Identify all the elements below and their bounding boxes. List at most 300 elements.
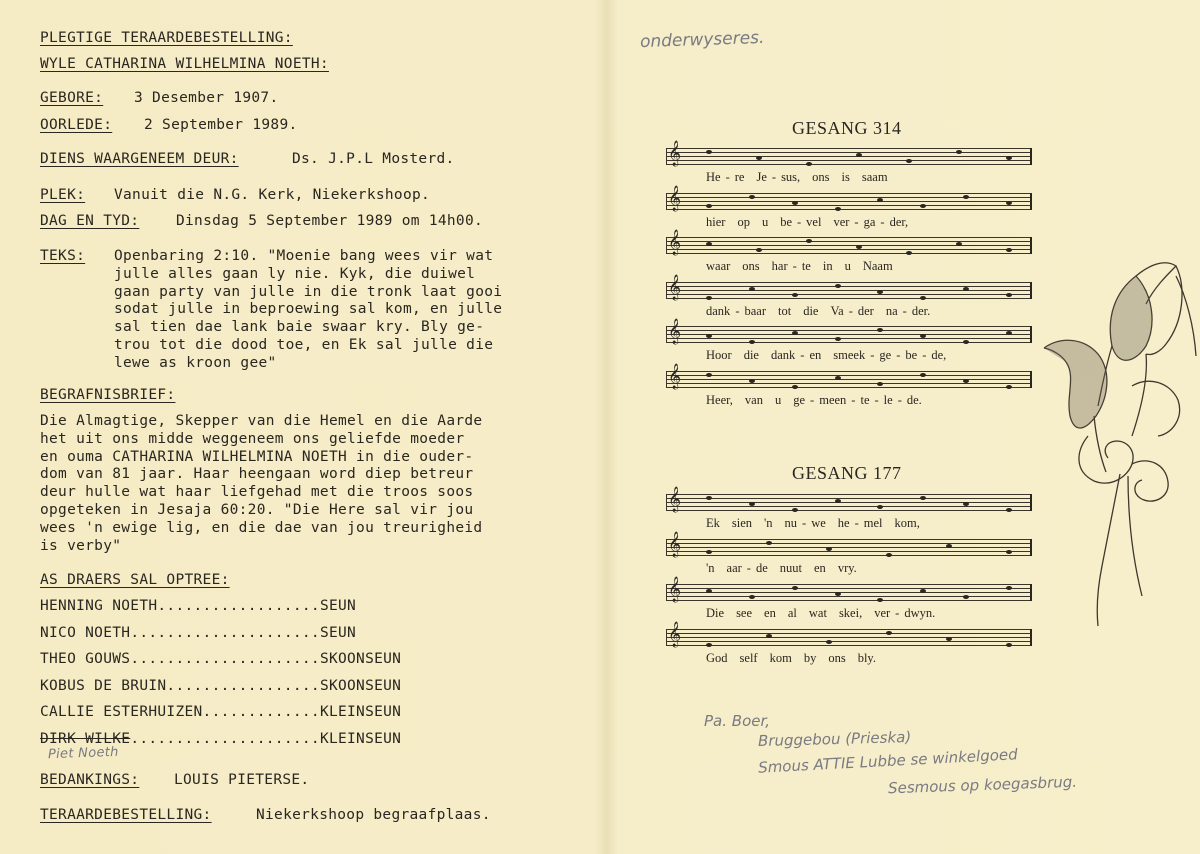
lyric-syllable: Hoor [706, 348, 732, 362]
lyric-syllable: kom, [894, 516, 920, 530]
dag-label: DAG EN TYD: [40, 213, 140, 229]
lyric-syllable: be [905, 348, 918, 362]
staff-end-bar [1030, 629, 1032, 646]
syllable-hyphen: - [897, 392, 902, 407]
note-head [1006, 643, 1012, 647]
note-head [792, 201, 798, 205]
staff-start-bar [666, 282, 667, 299]
lyric-syllable: baar [744, 303, 766, 318]
note-head [963, 340, 969, 344]
note-head [706, 589, 712, 593]
music-staff [666, 532, 1032, 561]
lyric-syllable: kom [769, 651, 792, 665]
staff-line [666, 641, 1032, 642]
lyric-syllable: waar [706, 259, 731, 273]
syllable-hyphen: - [854, 516, 859, 530]
lyric-syllable: der. [911, 303, 931, 318]
lyric-syllable: in [822, 259, 833, 273]
note-head [706, 550, 712, 554]
lyric-syllable: ver [833, 214, 850, 229]
lyric-syllable: na [885, 303, 898, 318]
hymn-lyric-line [706, 516, 932, 531]
hymn-lyric-line [706, 259, 905, 274]
leader-dots: ..................... [130, 624, 320, 641]
lyric-syllable: u [774, 392, 782, 407]
lyric-syllable: u [761, 214, 769, 229]
brief-line: het uit ons midde weggeneem ons geliefde moeder [40, 430, 465, 447]
lyric-syllable: en [764, 606, 776, 620]
staff-line [666, 193, 1032, 194]
staff-line [666, 237, 1032, 238]
brief-line: opgeteken in Jesaja 60:20. "Die Here sal vir jou [40, 501, 474, 518]
hymn-lyric-line [706, 393, 934, 408]
staff-line [666, 152, 1032, 153]
brief-line: wees 'n ewige lig, en die dae van jou treurigheid [40, 519, 483, 536]
staff-line [666, 498, 1032, 499]
note-head [963, 195, 969, 199]
note-head [792, 293, 798, 297]
lyric-syllable: de [755, 561, 768, 575]
lyric-syllable: dank [706, 303, 731, 318]
lyric-syllable: ons [828, 651, 846, 665]
note-head [706, 242, 712, 246]
staff-line [666, 342, 1032, 343]
lyric-syllable: ver [874, 606, 891, 620]
oorlede-label: OORLEDE: [40, 117, 113, 133]
teraarde-value: Niekerkshoop begraafplaas. [256, 807, 491, 823]
syllable-hyphen: - [870, 348, 875, 362]
teks-line: julle alles gaan ly nie. Kyk, die duiwel [114, 265, 476, 282]
syllable-hyphen: - [725, 170, 730, 184]
staff-start-bar [666, 494, 667, 511]
handwritten-correction: Piet Noeth [47, 744, 119, 763]
lyric-syllable: Heer, [706, 392, 733, 407]
note-head [877, 198, 883, 202]
staff-start-bar [666, 584, 667, 601]
pallbearer-name-struck: DIRK WILKE [40, 730, 131, 747]
staff-end-bar [1030, 326, 1032, 343]
staff-line [666, 539, 1032, 540]
staff-line [666, 241, 1032, 242]
staff-line [666, 290, 1032, 291]
lyric-syllable: see [736, 606, 753, 620]
brief-line: is verby" [40, 537, 122, 554]
pallbearer-name: KOBUS DE BRUIN [40, 677, 167, 694]
note-head [1006, 293, 1012, 297]
staff-line [666, 383, 1032, 384]
staff-line [666, 506, 1032, 507]
syllable-hyphen: - [922, 348, 927, 362]
pallbearer-name: CALLIE ESTERHUIZEN [40, 704, 203, 720]
staff-line [666, 637, 1032, 638]
staff-line [666, 502, 1032, 503]
gebore-label: GEBORE: [40, 90, 104, 106]
staff-start-bar [666, 193, 667, 210]
lyric-syllable: be [780, 214, 792, 229]
handwritten-occupation: onderwyseres. [639, 27, 765, 53]
pallbearer-name: HENNING NOETH [40, 598, 158, 614]
hymn-lyric-line [706, 304, 942, 319]
staff-line [666, 298, 1032, 299]
note-head [1006, 248, 1012, 252]
lyric-syllable: aar [726, 561, 742, 575]
begrafnisbrief-body [40, 413, 482, 555]
syllable-hyphen: - [797, 214, 802, 229]
lyric-syllable: de. [906, 392, 922, 407]
bedankings-value: LOUIS PIETERSE. [174, 772, 310, 788]
teks-line: sal tien dae lank baie swaar kry. Bly ge- [114, 319, 485, 336]
lyric-syllable: die [803, 303, 819, 318]
lyric-syllable: Ek [706, 516, 720, 530]
pallbearer-role: SKOONSEUN [319, 677, 402, 694]
staff-line [666, 148, 1032, 149]
diens-value: Ds. J.P.L Mosterd. [292, 151, 455, 167]
pallbearer-row [40, 598, 401, 625]
treble-clef-icon: 𝄞 [668, 577, 682, 602]
treble-clef-icon: 𝄞 [668, 363, 682, 389]
lyric-syllable: Naam [862, 259, 893, 273]
handwritten-note-line: Bruggebou (Prieska) [757, 727, 912, 751]
note-head [906, 251, 912, 255]
lyric-syllable: der, [889, 214, 909, 229]
lyric-syllable: sus, [781, 170, 801, 184]
syllable-hyphen: - [902, 303, 907, 318]
note-head [1006, 586, 1012, 590]
music-staff [666, 185, 1032, 215]
note-head [706, 334, 712, 338]
hymn-lyric-line [706, 215, 920, 230]
note-head [766, 541, 772, 545]
note-head [749, 195, 755, 199]
staff-line [666, 510, 1032, 511]
note-head [1006, 331, 1012, 335]
note-head [826, 547, 832, 551]
syllable-hyphen: - [771, 170, 777, 184]
heading-deceased-name: WYLE CATHARINA WILHELMINA NOETH: [40, 56, 329, 72]
pallbearer-role: SEUN [319, 598, 357, 614]
teks-line: Openbaring 2:10. "Moenie bang wees vir wat [114, 248, 494, 264]
lyric-syllable: te [801, 259, 811, 273]
lyric-syllable: vel [806, 214, 822, 229]
staff-line [666, 197, 1032, 198]
staff-line [666, 555, 1032, 556]
note-head [1006, 550, 1012, 554]
staff-line [666, 387, 1032, 388]
lyric-syllable: u [844, 259, 851, 273]
oorlede-value: 2 September 1989. [144, 117, 298, 133]
note-head [946, 637, 952, 641]
note-head [766, 634, 772, 638]
treble-clef-icon: 𝄞 [668, 487, 682, 512]
note-head [906, 159, 912, 163]
staff-line [666, 201, 1032, 202]
staff-line [666, 334, 1032, 335]
brief-line: en ouma CATHARINA WILHELMINA NOETH in die ouder- [40, 448, 474, 465]
note-head [749, 502, 755, 506]
gebore-value: 3 Desember 1907. [134, 90, 279, 106]
note-head [706, 150, 712, 154]
staff-end-bar [1030, 282, 1032, 299]
pallbearer-role: SEUN [319, 624, 357, 641]
teks-line: trou tot die dood toe, en Ek sal julle die [114, 336, 494, 353]
hymn-314-title: GESANG 314 [792, 118, 902, 138]
teks-line: lewe as kroon gee" [114, 354, 277, 371]
lyric-syllable: de, [931, 348, 947, 362]
pallbearer-name: NICO NOETH [40, 624, 131, 641]
syllable-hyphen: - [810, 392, 815, 407]
note-head [749, 287, 755, 291]
lyric-syllable: en [814, 561, 826, 575]
staff-end-bar [1030, 494, 1032, 511]
note-head [956, 150, 962, 154]
note-head [806, 239, 812, 243]
lyric-syllable: en [809, 348, 822, 362]
staff-start-bar [666, 148, 667, 165]
pallbearer-role: KLEINSEUN [319, 730, 402, 747]
hymn-177-title: GESANG 177 [792, 463, 902, 483]
staff-line [666, 375, 1032, 376]
staff-end-bar [1030, 584, 1032, 601]
teraarde-label: TERAARDEBESTELLING: [40, 807, 212, 823]
staff-line [666, 160, 1032, 161]
staff-line [666, 156, 1032, 157]
note-head [877, 328, 883, 332]
note-head [1006, 156, 1012, 160]
music-staff [666, 141, 1032, 170]
note-head [706, 643, 712, 647]
staff-line [666, 249, 1032, 250]
note-head [856, 153, 862, 157]
lyric-syllable: re [734, 170, 745, 184]
note-head [706, 296, 712, 300]
lyric-syllable: vry. [837, 561, 857, 575]
staff-line [666, 209, 1032, 210]
bedankings-label: BEDANKINGS: [40, 772, 140, 788]
diens-label: DIENS WAARGENEEM DEUR: [40, 151, 239, 167]
lyric-syllable: al [787, 606, 797, 620]
staff-line [666, 282, 1032, 283]
note-head [792, 508, 798, 512]
staff-line [666, 629, 1032, 630]
syllable-hyphen: - [800, 348, 805, 362]
note-head [706, 373, 712, 377]
note-head [835, 376, 841, 380]
lyric-syllable: sien [731, 516, 753, 530]
music-staff [666, 622, 1032, 651]
staff-end-bar [1030, 148, 1032, 165]
treble-clef-icon: 𝄞 [668, 622, 682, 647]
leader-dots: ............. [202, 704, 320, 720]
lyric-syllable: le [883, 392, 893, 407]
teks-label: TEKS: [40, 248, 86, 264]
lyric-syllable: He [706, 170, 721, 184]
brief-line: dom van 81 jaar. Haar heengaan word diep betreur [40, 466, 474, 483]
note-head [920, 296, 926, 300]
note-head [1006, 508, 1012, 512]
staff-end-bar [1030, 237, 1032, 254]
plek-label: PLEK: [40, 187, 86, 203]
pallbearer-row [40, 704, 401, 731]
note-head [856, 245, 862, 249]
pallbearer-row [40, 651, 401, 678]
staff-line [666, 379, 1032, 380]
lyric-syllable: op [737, 214, 750, 229]
staff-line [666, 326, 1032, 327]
lyric-syllable: we [811, 516, 826, 530]
treble-clef-icon: 𝄞 [668, 274, 682, 300]
lyric-syllable: ge [879, 348, 892, 362]
syllable-hyphen: - [735, 303, 740, 318]
lyric-syllable: hier [706, 214, 726, 229]
note-head [756, 248, 762, 252]
syllable-hyphen: - [746, 561, 751, 575]
lyric-syllable: nu [784, 516, 798, 530]
note-head [1006, 385, 1012, 389]
treble-clef-icon: 𝄞 [668, 532, 682, 557]
staff-end-bar [1030, 539, 1032, 556]
staff-line [666, 596, 1032, 597]
staff-end-bar [1030, 193, 1032, 210]
syllable-hyphen: - [848, 303, 853, 318]
music-staff [666, 230, 1032, 259]
lyric-syllable: skei, [838, 606, 863, 620]
lyric-syllable: die [743, 348, 759, 362]
note-head [877, 505, 883, 509]
staff-start-bar [666, 237, 667, 254]
handwritten-note-line: Smous ATTIE Lubbe se winkelgoed [757, 745, 1019, 777]
syllable-hyphen: - [792, 259, 797, 273]
teks-line: sodat julle in beproewing sal kom, en julle [114, 301, 503, 318]
staff-line [666, 600, 1032, 601]
note-head [756, 156, 762, 160]
staff-line [666, 592, 1032, 593]
dag-value: Dinsdag 5 September 1989 om 14h00. [176, 213, 484, 229]
hymn-lyric-line [706, 170, 900, 185]
note-head [886, 553, 892, 557]
brief-line: Die Almagtige, Skepper van die Hemel en die Aarde [40, 413, 483, 429]
hymn-lyric-line [706, 651, 888, 666]
lyric-syllable: van [744, 392, 763, 407]
note-head [835, 592, 841, 596]
calla-lily-illustration [1036, 236, 1200, 636]
staff-line [666, 588, 1032, 589]
staff-start-bar [666, 326, 667, 343]
pallbearers-list [40, 598, 401, 757]
note-head [886, 631, 892, 635]
lyric-syllable: har [771, 259, 788, 273]
staff-line [666, 645, 1032, 646]
staff-line [666, 253, 1032, 254]
treble-clef-icon: 𝄞 [668, 319, 682, 344]
lyric-syllable: tot [778, 303, 792, 318]
note-head [877, 290, 883, 294]
syllable-hyphen: - [802, 516, 807, 530]
note-head [835, 207, 841, 211]
lyric-syllable: 'n [706, 561, 715, 575]
note-head [963, 595, 969, 599]
pallbearer-row [40, 678, 401, 705]
hymn-lyric-line [706, 606, 947, 621]
lyric-syllable: nuut [779, 561, 802, 575]
lyric-syllable: der [857, 303, 874, 318]
note-head [749, 595, 755, 599]
note-head [920, 204, 926, 208]
syllable-hyphen: - [851, 392, 856, 407]
lyric-syllable: saam [861, 170, 888, 184]
treble-clef-icon: 𝄞 [668, 185, 682, 211]
leader-dots: ..................... [130, 651, 320, 667]
lyric-syllable: Je [756, 170, 767, 184]
note-head [706, 496, 712, 500]
staff-line [666, 294, 1032, 295]
staff-line [666, 245, 1032, 246]
note-head [806, 162, 812, 166]
note-head [835, 499, 841, 503]
lyric-syllable: ge [793, 392, 806, 407]
staff-line [666, 164, 1032, 165]
teks-body [114, 248, 502, 373]
lyric-syllable: God [706, 651, 728, 665]
lyric-syllable: 'n [764, 516, 773, 530]
staff-end-bar [1030, 371, 1032, 388]
heading-plegtige: PLEGTIGE TERAARDEBESTELLING: [40, 30, 293, 46]
lyric-syllable: mel [863, 516, 883, 530]
syllable-hyphen: - [895, 606, 900, 620]
note-head [920, 373, 926, 377]
lyric-syllable: Va [830, 303, 844, 318]
pallbearer-role: KLEINSEUN [319, 704, 402, 720]
staff-line [666, 633, 1032, 634]
staff-line [666, 494, 1032, 495]
lyric-syllable: wat [808, 606, 827, 620]
music-staff [666, 363, 1032, 393]
music-staff [666, 319, 1032, 348]
lyric-syllable: smeek [833, 348, 866, 362]
music-staff [666, 577, 1032, 606]
leader-dots: ..................... [130, 730, 320, 747]
note-head [963, 287, 969, 291]
note-head [877, 598, 883, 602]
handwritten-note-line: Pa. Boer, [704, 712, 771, 730]
note-head [706, 204, 712, 208]
syllable-hyphen: - [880, 214, 885, 229]
treble-clef-icon: 𝄞 [668, 230, 682, 255]
note-head [963, 379, 969, 383]
lyric-syllable: dank [770, 348, 796, 362]
note-head [920, 496, 926, 500]
lyric-syllable: he [837, 516, 850, 530]
hymn-lyric-line [706, 348, 958, 363]
music-staff [666, 487, 1032, 516]
brief-line: deur hulle wat haar liefgehad met die troos soos [40, 484, 474, 501]
staff-line [666, 584, 1032, 585]
note-head [749, 379, 755, 383]
note-head [792, 586, 798, 590]
syllable-hyphen: - [896, 348, 901, 362]
staff-line [666, 205, 1032, 206]
lyric-syllable: self [739, 651, 758, 665]
music-staff [666, 274, 1032, 304]
plek-value: Vanuit die N.G. Kerk, Niekerkshoop. [114, 187, 431, 203]
handwritten-note-line: Sesmous op koegasbrug. [887, 772, 1078, 798]
treble-clef-icon: 𝄞 [668, 141, 682, 166]
staff-line [666, 338, 1032, 339]
teks-line: gaan party van julle in die tronk laat gooi [114, 283, 503, 300]
note-head [877, 382, 883, 386]
staff-line [666, 551, 1032, 552]
staff-line [666, 547, 1032, 548]
note-head [956, 242, 962, 246]
